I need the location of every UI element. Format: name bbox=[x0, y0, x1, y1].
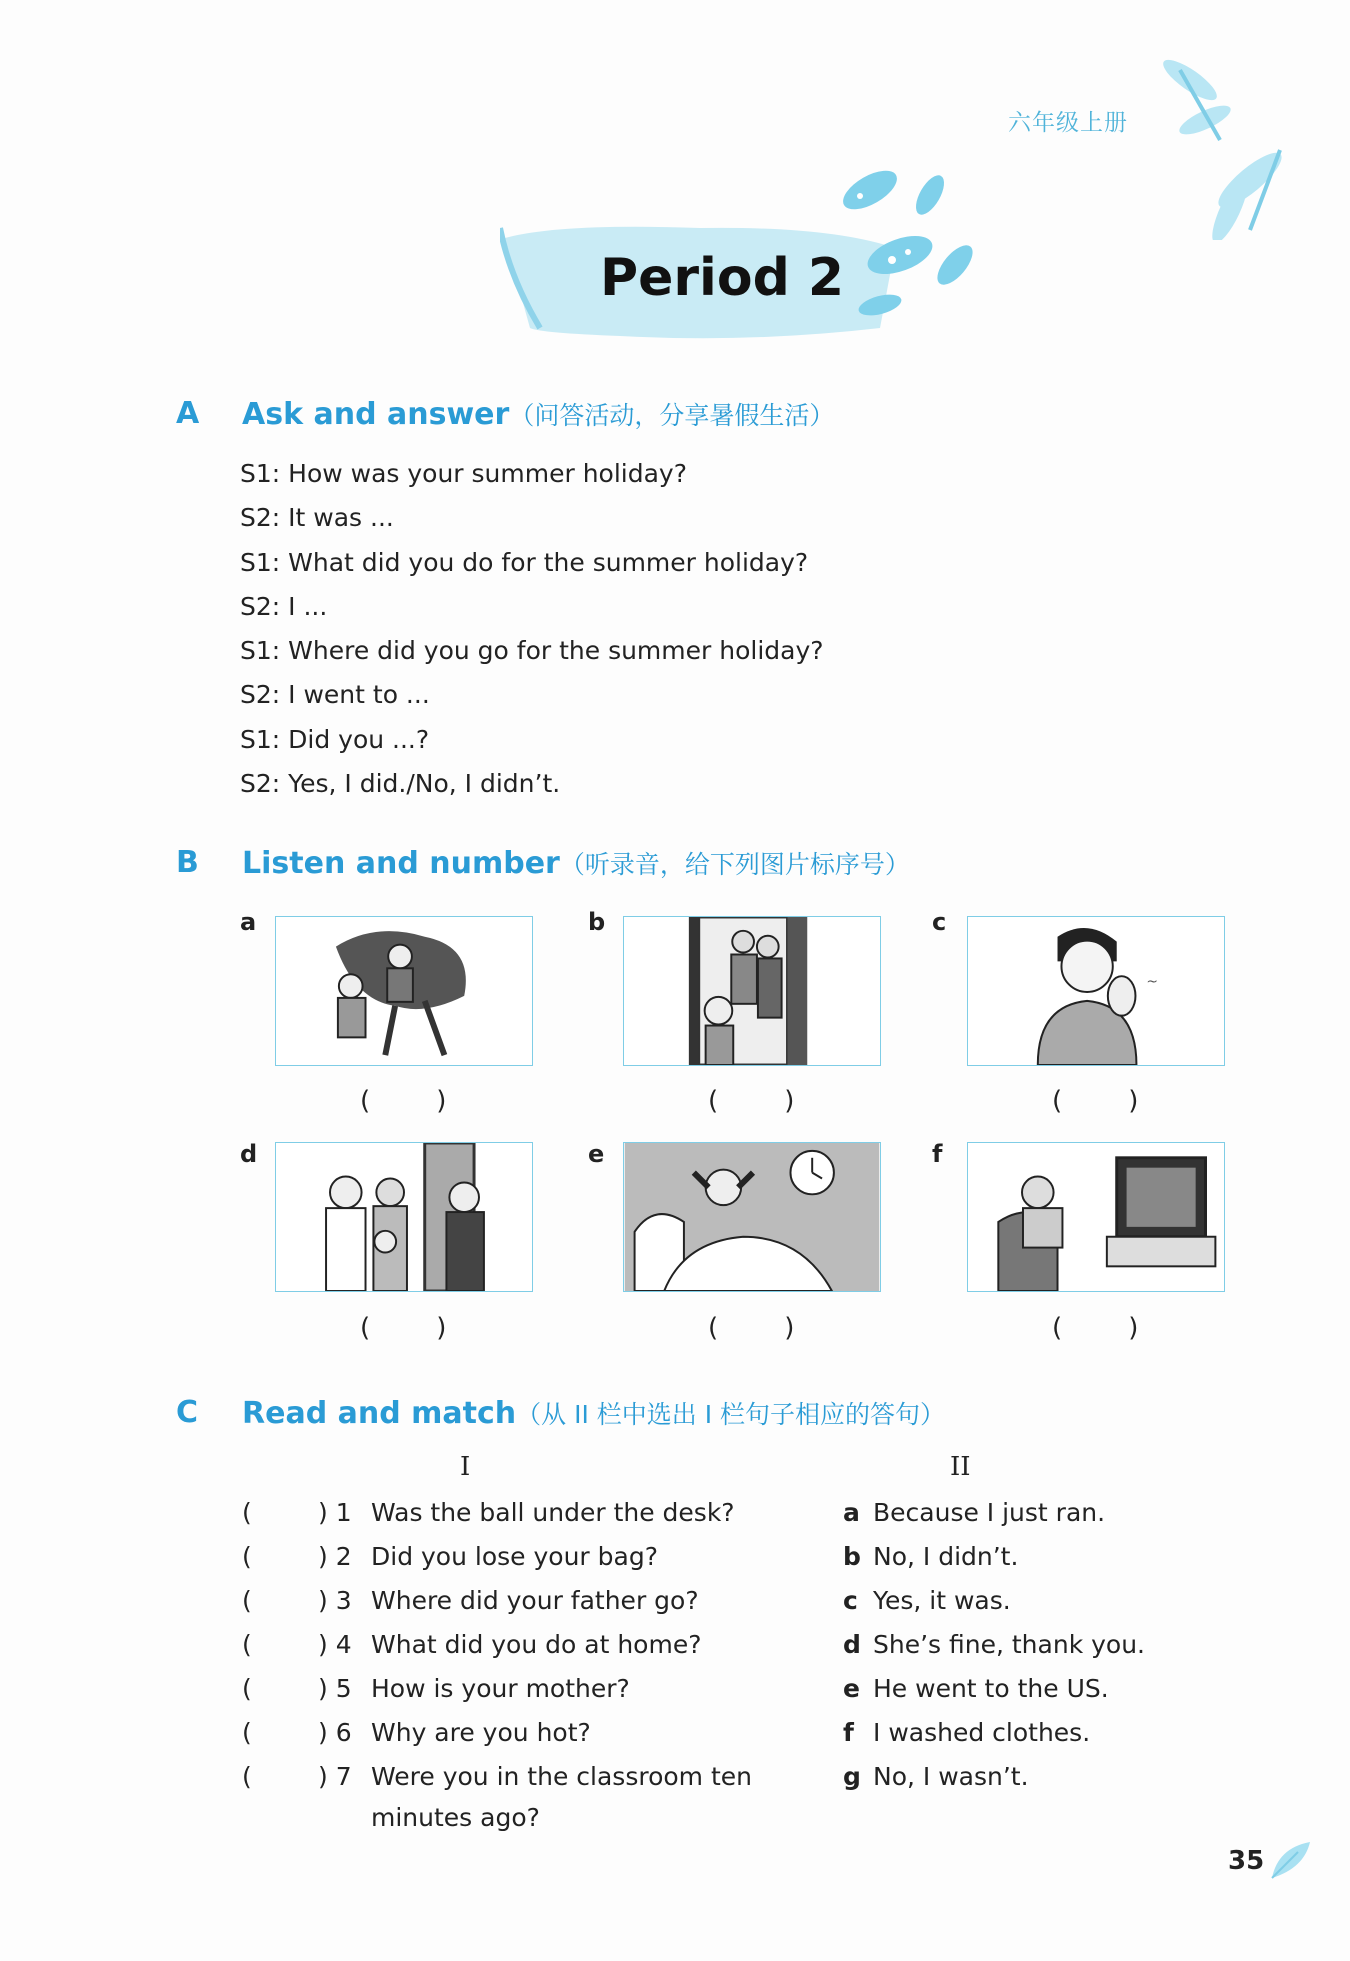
answer-text: He went to the US. bbox=[873, 1674, 1109, 1703]
answer-blank-e[interactable]: ( ) bbox=[708, 1313, 795, 1343]
question-text: Was the ball under the desk? bbox=[371, 1498, 735, 1527]
answer-blank-open[interactable]: ( bbox=[242, 1586, 252, 1615]
question-number: ) 1 bbox=[318, 1498, 352, 1527]
question-number: ) 6 bbox=[318, 1718, 352, 1747]
dialogue-line: S1: How was your summer holiday? bbox=[240, 459, 687, 488]
dialogue-line: S2: I went to ... bbox=[240, 680, 430, 710]
answer-letter: e bbox=[843, 1674, 860, 1703]
answer-blank-open[interactable]: ( bbox=[242, 1630, 252, 1659]
answer-letter: a bbox=[843, 1498, 860, 1527]
picture-d-family-door bbox=[275, 1142, 533, 1292]
question-text: Did you lose your bag? bbox=[371, 1542, 658, 1571]
column-head-2: II bbox=[950, 1452, 971, 1482]
picture-label-d: d bbox=[240, 1140, 258, 1168]
section-a-title-cn: （问答活动，分享暑假生活） bbox=[509, 401, 835, 430]
dialogue-line: S2: I ... bbox=[240, 591, 328, 621]
dragonfly-icon bbox=[1150, 40, 1310, 240]
picture-c-girl-sneezing bbox=[967, 916, 1225, 1066]
question-text: Where did your father go? bbox=[371, 1586, 699, 1615]
answer-text: I washed clothes. bbox=[873, 1718, 1091, 1747]
answer-blank-a[interactable]: ( ) bbox=[360, 1086, 447, 1116]
answer-blank-c[interactable]: ( ) bbox=[1052, 1086, 1139, 1116]
question-number: ) 7 bbox=[318, 1762, 352, 1791]
answer-text: Yes, it was. bbox=[873, 1586, 1011, 1615]
picture-e-waking-up bbox=[623, 1142, 881, 1292]
answer-letter: f bbox=[843, 1718, 854, 1747]
section-c-letter: C bbox=[176, 1395, 199, 1430]
answer-blank-b[interactable]: ( ) bbox=[708, 1086, 795, 1116]
question-text: How is your mother? bbox=[371, 1674, 630, 1703]
picture-label-e: e bbox=[588, 1140, 605, 1168]
answer-blank-d[interactable]: ( ) bbox=[360, 1313, 447, 1343]
question-number: ) 4 bbox=[318, 1630, 352, 1659]
section-b-title-cn: （听录音，给下列图片标序号） bbox=[559, 850, 910, 879]
question-text-cont: minutes ago? bbox=[371, 1803, 540, 1832]
answer-letter: c bbox=[843, 1586, 858, 1615]
picture-a-climbing bbox=[275, 916, 533, 1066]
picture-b-doorway bbox=[623, 916, 881, 1066]
dialogue-line: S1: What did you do for the summer holiday? bbox=[240, 547, 809, 577]
picture-label-f: f bbox=[932, 1140, 943, 1168]
section-c-title-cn: （从 II 栏中选出 I 栏句子相应的答句） bbox=[516, 1400, 946, 1429]
picture-label-c: c bbox=[932, 908, 947, 936]
grade-label: 六年级上册 bbox=[1008, 110, 1128, 136]
question-text: What did you do at home? bbox=[371, 1630, 702, 1659]
section-a-letter: A bbox=[176, 396, 200, 431]
section-b-title-en: Listen and number bbox=[242, 846, 560, 881]
dialogue-line: S2: It was ... bbox=[240, 503, 394, 533]
picture-f-watching-tv bbox=[967, 1142, 1225, 1292]
page-number: 35 bbox=[1228, 1846, 1265, 1876]
question-number: ) 3 bbox=[318, 1586, 352, 1615]
fish-icon bbox=[830, 160, 1000, 330]
answer-text: No, I wasn’t. bbox=[873, 1762, 1029, 1791]
answer-text: Because I just ran. bbox=[873, 1498, 1106, 1527]
picture-label-b: b bbox=[588, 908, 606, 936]
answer-blank-open[interactable]: ( bbox=[242, 1498, 252, 1527]
answer-text: No, I didn’t. bbox=[873, 1542, 1019, 1571]
section-c-title bbox=[242, 1395, 945, 1431]
section-c-title-en: Read and match bbox=[242, 1396, 517, 1431]
question-text: Why are you hot? bbox=[371, 1718, 591, 1747]
answer-blank-open[interactable]: ( bbox=[242, 1674, 252, 1703]
question-text: Were you in the classroom ten bbox=[371, 1762, 752, 1791]
section-a-title bbox=[242, 396, 834, 432]
answer-letter: d bbox=[843, 1630, 861, 1659]
picture-label-a: a bbox=[240, 908, 257, 936]
dialogue bbox=[240, 452, 824, 806]
dialogue-line: S2: Yes, I did./No, I didn’t. bbox=[240, 769, 561, 799]
page-title: Period 2 bbox=[600, 248, 845, 308]
section-a-title-en: Ask and answer bbox=[242, 397, 510, 432]
section-b-letter: B bbox=[176, 845, 199, 880]
dialogue-line: S1: Where did you go for the summer holiday? bbox=[240, 636, 824, 666]
answer-letter: g bbox=[843, 1762, 861, 1791]
answer-blank-open[interactable]: ( bbox=[242, 1718, 252, 1747]
answer-text: She’s fine, thank you. bbox=[873, 1630, 1145, 1659]
svg-text:~: ~ bbox=[1146, 974, 1158, 991]
answer-blank-open[interactable]: ( bbox=[242, 1762, 252, 1791]
column-head-1: I bbox=[460, 1452, 471, 1482]
leaf-icon bbox=[1268, 1838, 1314, 1884]
question-number: ) 2 bbox=[318, 1542, 352, 1571]
question-number: ) 5 bbox=[318, 1674, 352, 1703]
dialogue-line: S1: Did you ...? bbox=[240, 724, 430, 754]
answer-letter: b bbox=[843, 1542, 861, 1571]
answer-blank-open[interactable]: ( bbox=[242, 1542, 252, 1571]
answer-blank-f[interactable]: ( ) bbox=[1052, 1313, 1139, 1343]
section-b-title bbox=[242, 845, 910, 881]
